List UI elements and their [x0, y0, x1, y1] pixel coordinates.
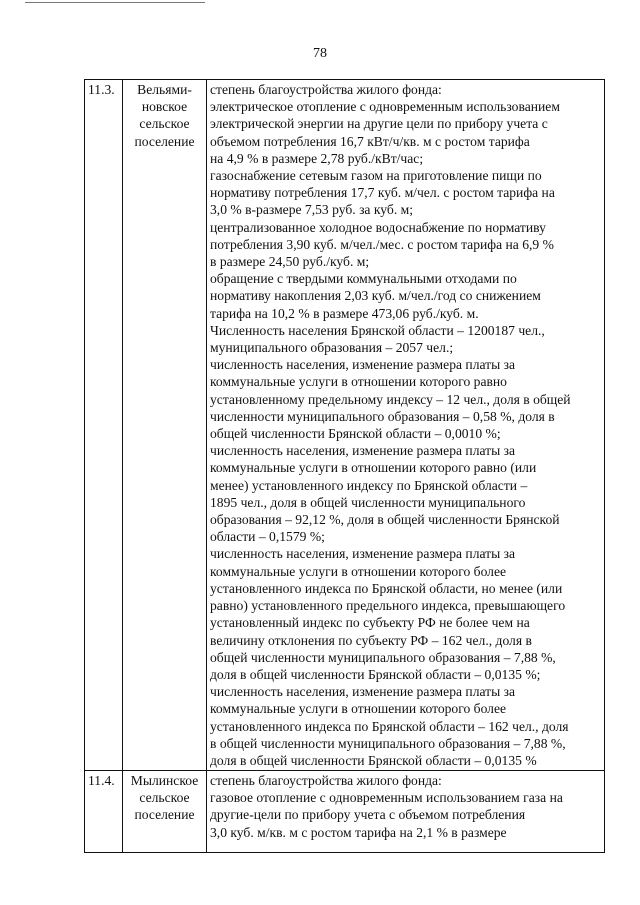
text-line: общей численности муниципального образования – 7,88 %, [210, 649, 556, 665]
text-line: объемом потребления 16,7 кВт/ч/кв. м с ростом тарифа [210, 133, 530, 149]
tariff-table [84, 79, 605, 853]
text-line: сельское [139, 790, 190, 806]
text-line: установленного индекса по Брянской области – 162 чел., доля [210, 718, 569, 734]
text-line: общей численности Брянской области – 0,0010 %; [210, 426, 501, 442]
text-line: величину отклонения по субъекту РФ – 162 чел., доля в [210, 632, 532, 648]
text-line: в общей численности муниципального образования – 7,88 %, [210, 735, 566, 751]
text-line: численности муниципального образования – 0,58 %, доля в [210, 408, 555, 424]
text-line: газоснабжение сетевым газом на приготовление пищи по [210, 168, 542, 184]
row-number-cell: 11.3. [85, 80, 123, 771]
text-line: на 4,9 % в размере 2,78 руб./кВт/час; [210, 150, 424, 166]
text-line: области – 0,1579 %; [210, 529, 325, 545]
text-line: коммунальные услуги в отношении которого равно [210, 374, 507, 390]
text-line: поселение [134, 807, 195, 823]
text-line: 3,0 куб. м/кв. м с ростом тарифа на 2,1 % в размере [210, 824, 507, 840]
text-line: численность населения, изменение размера платы за [210, 684, 516, 700]
text-line: обращение с твердыми коммунальными отходами по [210, 271, 517, 287]
text-line: газовое отопление с одновременным использованием газа на [210, 790, 563, 806]
row-number-cell: 11.4. [85, 771, 123, 853]
text-line: в размере 24,50 руб./куб. м; [210, 254, 370, 270]
text-line: потребления 3,90 куб. м/чел./мес. с ростом тарифа на 6,9 % [210, 236, 554, 252]
text-line: образования – 92,12 %, доля в общей численности Брянской [210, 512, 560, 528]
text-line: доля в общей численности Брянской области – 0,0135 % [210, 752, 537, 768]
text-line: новское [141, 99, 188, 115]
text-line: доля в общей численности Брянской области – 0,0135 %; [210, 666, 541, 682]
table-row [85, 771, 605, 853]
text-line: степень благоустройства жилого фонда: [210, 773, 442, 788]
text-line: установленного индекса по Брянской области, но менее (или [210, 580, 563, 596]
scan-artifact-line [25, 2, 205, 3]
text-line: численность населения, изменение размера платы за [210, 357, 516, 373]
text-line: тарифа на 10,2 % в размере 473,06 руб./куб. м. [210, 305, 479, 321]
text-line: Численность населения Брянской области – 1200187 чел., [210, 322, 545, 338]
description-cell [207, 771, 605, 853]
text-line: Вельями- [137, 82, 192, 97]
text-line: коммунальные услуги в отношении которого более [210, 701, 507, 717]
text-line: сельское [139, 116, 190, 132]
text-line: установленному предельному индексу – 12 чел., доля в общей [210, 391, 571, 407]
text-line: численность населения, изменение размера платы за [210, 443, 516, 459]
text-line: 1895 чел., доля в общей численности муниципального [210, 494, 526, 510]
table-row [85, 80, 605, 771]
text-line: электрической энергии на другие цели по прибору учета с [210, 116, 548, 132]
settlement-name-cell [123, 771, 207, 853]
text-line: равно) установленного предельного индекса, превышающего [210, 598, 566, 614]
page-number: 78 [313, 46, 327, 61]
text-line: менее) установленного индексу по Брянской области – [210, 477, 528, 493]
text-line: Мылинское [130, 773, 199, 788]
text-line: поселение [134, 133, 195, 149]
settlement-name-cell [123, 80, 207, 771]
text-line: коммунальные услуги в отношении которого равно (или [210, 460, 537, 476]
text-line: степень благоустройства жилого фонда: [210, 82, 442, 97]
text-line: нормативу накопления 2,03 куб. м/чел./год со снижением [210, 288, 541, 304]
text-line: централизованное холодное водоснабжение по нормативу [210, 219, 546, 235]
text-line: муниципального образования – 2057 чел.; [210, 340, 454, 356]
text-line: численность населения, изменение размера платы за [210, 546, 516, 562]
text-line: коммунальные услуги в отношении которого более [210, 563, 507, 579]
text-line: установленный индекс по субъекту РФ не более чем на [210, 615, 530, 631]
text-line: нормативу потребления 17,7 куб. м/чел. с ростом тарифа на [210, 185, 555, 201]
text-line: 3,0 % в-размере 7,53 руб. за куб. м; [210, 202, 413, 218]
description-cell [207, 80, 605, 771]
text-line: другие-цели по прибору учета с объемом потребления [210, 807, 526, 823]
text-line: электрическое отопление с одновременным использованием [210, 99, 560, 115]
